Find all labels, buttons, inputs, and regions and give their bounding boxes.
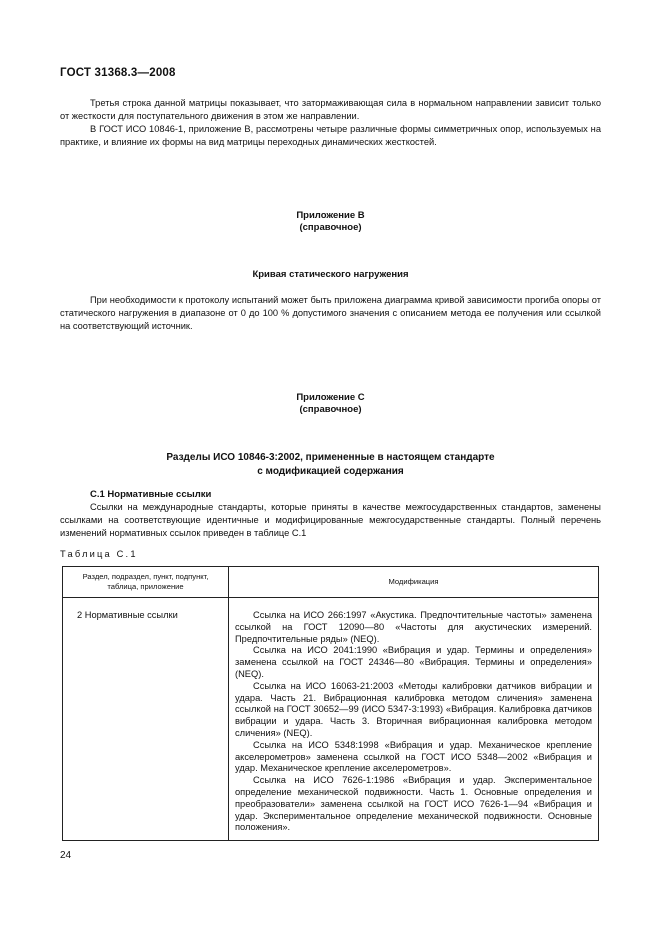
modification-item: Ссылка на ИСО 16063-21:2003 «Методы калибровки датчиков вибрации и удара. Часть 21. Вибрационная калибровка методом сличения» заменена ссылкой на ГОСТ 30652—99 (ИСО 5347-3:1993) «Вибрация. Калибровка датчиков вибрации и удара. Часть 3. Вторичная вибрационная калибровка методом сличения» (NEQ).	[235, 680, 592, 738]
appendix-b-body	[60, 294, 601, 333]
cell-section: 2 Нормативные ссылки	[63, 598, 229, 841]
table-header-row	[63, 567, 599, 598]
section-c1-paragraph: Ссылки на международные стандарты, которые приняты в качестве межгосударственных стандартов, заменены ссылками на соответствующие идентичные и модифицированные межгосударственные стандарты. Полный перечень изменений нормативных ссылок приведен в таблице С.1	[60, 502, 601, 538]
page-number: 24	[60, 850, 72, 861]
appendix-b-title: Приложение В	[296, 210, 365, 221]
section-c1-body	[60, 501, 601, 540]
appendix-c-note: (справочное)	[299, 404, 362, 415]
intro-text	[60, 97, 601, 149]
document-header: ГОСТ 31368.3—2008	[60, 67, 176, 79]
modification-item: Ссылка на ИСО 2041:1990 «Вибрация и удар. Термины и определения» заменена ссылкой на ГОСТ 24346—80 «Вибрация. Термины и определения» (NEQ).	[235, 645, 592, 679]
table-row	[63, 598, 599, 841]
modification-item: Ссылка на ИСО 5348:1998 «Вибрация и удар. Механическое крепление акселерометров» заменена ссылкой на ГОСТ ИСО 5348—2002 «Вибрация и удар. Механическое крепление акселерометров».	[235, 739, 592, 774]
modification-item: Ссылка на ИСО 7626-1:1986 «Вибрация и удар. Экспериментальное определение механической подвижности. Часть 1. Основные определения и преобразователи» заменена ссылкой на ГОСТ ИСО 7626-1—94 «Вибрация и удар. Экспериментальное определение механической подвижности. Основные положения».	[235, 775, 592, 833]
appendix-b-paragraph: При необходимости к протоколу испытаний может быть приложена диаграмма кривой зависимости прогиба опоры от статического нагружения в диапазоне от 0 до 100 % допустимого значения с описанием метода ее получения или ссылкой на соответствующий источник.	[60, 295, 601, 331]
appendix-c-heading-line1: Разделы ИСО 10846-3:2002, примененные в настоящем стандарте	[166, 452, 495, 463]
section-c1-heading: С.1 Нормативные ссылки	[90, 489, 212, 500]
appendix-b-note: (справочное)	[299, 222, 362, 233]
intro-paragraph-2: В ГОСТ ИСО 10846-1, приложение B, рассмотрены четыре различные формы симметричных опор, используемых на практике, и влияние их формы на вид матрицы переходных динамических жесткостей.	[60, 124, 601, 147]
appendix-c-heading-line2: с модификацией содержания	[257, 466, 404, 477]
cell-modification	[229, 598, 599, 841]
col-header-modification: Модификация	[229, 567, 599, 598]
modification-item: Ссылка на ИСО 266:1997 «Акустика. Предпочтительные частоты» заменена ссылкой на ГОСТ 12090—80 «Частоты для акустических измерений. Предпочтительные ряды» (NEQ).	[235, 610, 592, 644]
appendix-b-heading: Кривая статического нагружения	[252, 269, 409, 280]
appendix-c-title: Приложение С	[296, 392, 365, 403]
col-header-section: Раздел, подраздел, пункт, подпункт, таблица, приложение	[63, 567, 229, 598]
table-caption: Таблица С.1	[60, 549, 138, 559]
intro-paragraph-1: Третья строка данной матрицы показывает, что затормаживающая сила в нормальном направлении зависит только от жесткости для поступательного движения в этом же направлении.	[60, 98, 601, 121]
modification-table	[62, 566, 599, 841]
